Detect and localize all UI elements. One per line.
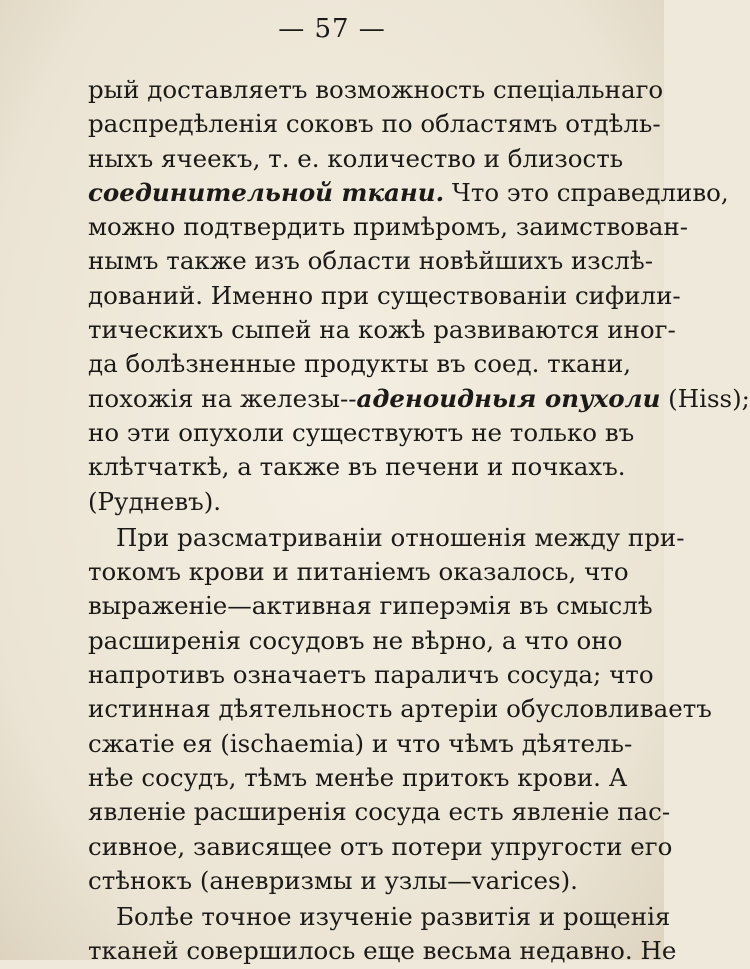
- text-line: стѣнокъ (аневризмы и узлы—varices).: [88, 865, 578, 895]
- text-line: похожія на железы--аденоидныя опухоли (Hiss);: [88, 383, 750, 413]
- text-line: токомъ крови и питанiемъ оказалось, что: [88, 557, 629, 587]
- text-line: выраженіе—активная гиперэмія въ смыслѣ: [88, 591, 653, 621]
- body-text: [88, 73, 750, 969]
- emphasis-term: аденоидныя опухоли: [356, 383, 661, 413]
- text-line: ныхъ ячеекъ, т. е. количество и близость: [88, 143, 624, 173]
- text-line: распредѣленія соковъ по областямъ отдѣль-: [88, 109, 661, 139]
- text-line: Болѣе точное изученіе развитія и рощенія: [116, 902, 671, 932]
- text-line: сжатiе ея (ischaemia) и что чѣмъ дѣятель-: [88, 728, 633, 758]
- text-line: соединительной ткани. Что это справедливо,: [88, 177, 729, 207]
- text-line: можно подтвердить примѣромъ, заимствован-: [88, 212, 689, 242]
- text-line: да болѣзненные продукты въ соед. ткани,: [88, 349, 632, 379]
- text-line: явленіе расширенія сосуда есть явленіе пас-: [88, 797, 671, 827]
- text-line: истинная дѣятельность артерiи обусловливаетъ: [88, 694, 712, 724]
- text-line: напротивъ означаетъ параличъ сосуда; что: [88, 660, 654, 690]
- text-line: расширенія сосудовъ не вѣрно, а что оно: [88, 625, 623, 655]
- page-number: — 57 —: [278, 14, 386, 44]
- text-line: рый доставляетъ возможность спецiальнаго: [88, 75, 664, 104]
- text-line: тическихъ сыпей на кожѣ развиваются иног-: [88, 315, 676, 345]
- text-line: нѣе сосудъ, тѣмъ менѣе притокъ крови. А: [88, 762, 628, 792]
- text-line: сивное, зависящее отъ потери упругости его: [88, 831, 673, 861]
- text-line: При разсматриванiи отношенія между при-: [116, 522, 685, 552]
- text-line: но эти опухоли существуютъ не только въ: [88, 417, 635, 447]
- text-line: клѣтчаткѣ, а также въ печени и почкахъ.: [88, 452, 626, 482]
- text-line: (Рудневъ).: [88, 486, 222, 516]
- text-line: дований. Именно при существованiи сифили-: [88, 280, 681, 310]
- emphasis-term: соединительной ткани.: [88, 177, 445, 207]
- text-line: тканей совершилось еще весьма недавно. Не: [88, 936, 677, 966]
- text-line: нымъ также изъ области новѣйшихъ изслѣ-: [88, 246, 653, 276]
